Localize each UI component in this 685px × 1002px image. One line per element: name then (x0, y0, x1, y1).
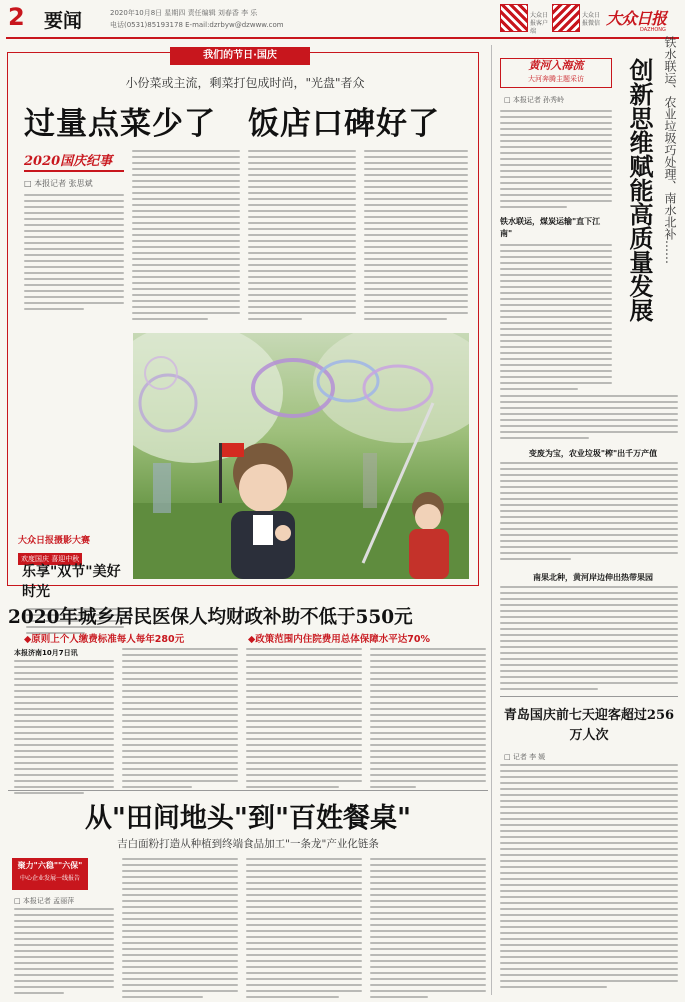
medical-body-col1 (14, 660, 114, 798)
feature-body-col4 (364, 150, 468, 324)
food-tag-sub: 中心企业发展一线报告 (19, 875, 80, 882)
feature-body-col1 (24, 194, 124, 314)
subhead-fruit: 南果北种，黄河岸边伸出热带果园 (533, 573, 653, 582)
medical-headline: 2020年城乡居民医保人均财政补助不低于550元 (8, 607, 413, 628)
photo-scene (133, 333, 469, 579)
yellow-river-body-1 (500, 110, 612, 212)
yellow-river-sub: 大河奔腾主题采访 (528, 75, 584, 83)
yellow-river-vertical-title (619, 58, 653, 408)
column-divider (491, 45, 492, 995)
yellow-river-body-4 (500, 462, 678, 564)
contest-label: 大众日报摄影大赛 (18, 536, 91, 546)
feature-kicker: 小份菜或主流，剩菜打包成时尚，"光盘"者众 (125, 76, 365, 90)
medical-dateline: 本报济南10月7日讯 (14, 649, 78, 657)
yellow-river-body-2 (500, 244, 612, 394)
yellow-river-body-5 (500, 586, 678, 694)
food-sub: 吉白面粉打造从种植到终端食品加工"一条龙"产业化链条 (117, 838, 379, 850)
food-body-col2 (122, 858, 238, 1002)
header-meta-1: 2020年10月8日 星期四 责任编辑 刘春香 李 乐 (110, 9, 258, 17)
food-headline: 从"田间地头"到"百姓餐桌" (84, 803, 412, 834)
qr-label-2: 大众日报微信 (582, 12, 601, 27)
medical-sub-2: ◆政策范围内住院费用总体保障水平达70% (248, 634, 431, 645)
medical-body-col3 (246, 648, 362, 792)
festival-banner: 我们的节日·国庆 (170, 47, 310, 65)
section-name: 要闻 (44, 10, 83, 32)
qingdao-headline (500, 706, 678, 746)
food-rule (8, 790, 488, 791)
yellow-river-logo (500, 58, 612, 88)
yellow-river-vertical-kicker (655, 36, 679, 316)
newspaper-logo-sub: DAZHONG (640, 27, 666, 33)
feature-byline: □ 本报记者 张思斌 (24, 179, 93, 188)
photo-contest-badge (18, 533, 130, 565)
page-number: 2 (8, 3, 25, 31)
qr-code-1 (500, 4, 528, 32)
food-byline: □ 本报记者 孟丽萍 (14, 897, 75, 905)
contest-sub: 欢度国庆 喜迎中秋 (18, 553, 82, 565)
feature-headline: 过量点菜少了 饭店口碑好了 (24, 106, 440, 142)
food-tag (12, 858, 88, 890)
qr-code-2 (552, 4, 580, 32)
medical-sub-1: ◆原则上个人缴费标准每人每年280元 (24, 634, 185, 645)
newspaper-logo: 大众日报 (606, 9, 667, 28)
qingdao-body (500, 764, 678, 992)
subhead-agri: 变废为宝，农业垃圾"榨"出千万产值 (528, 449, 658, 458)
food-body-col3 (246, 858, 362, 1002)
header-meta-2: 电话(0531)85193178 E-mail:dzrbyw@dzwww.com (110, 21, 284, 29)
subhead-rail: 铁水联运，煤炭运输"直下江南" (500, 217, 601, 238)
column-tag (24, 150, 124, 172)
food-body-col1 (14, 908, 114, 998)
vertical-title-text: 创新思维赋能高质量发展 (625, 58, 654, 322)
header-rule (6, 37, 679, 39)
food-tag-title: 聚力"六稳""六保" (17, 861, 83, 870)
yellow-river-title: 黄河入海流 (528, 59, 584, 72)
feature-photo (133, 333, 469, 579)
medical-body-col4 (370, 648, 486, 792)
qingdao-rule (500, 696, 678, 697)
yellow-river-byline: □ 本报记者 孙秀岭 (504, 96, 565, 104)
qingdao-headline-text: 青岛国庆前七天迎客超过256万人次 (503, 708, 675, 743)
yellow-river-body-3 (500, 395, 678, 443)
food-body-col4 (370, 858, 486, 1002)
column-tag-text: 2020国庆纪事 (24, 154, 113, 169)
feature-body-col3 (248, 150, 356, 324)
qr-label-1: 大众日报客户端 (530, 12, 549, 35)
photo-title: 乐享"双节"美好时光 (22, 564, 121, 600)
qingdao-byline: □ 记者 李 媛 (504, 753, 546, 761)
vertical-kicker-text: 铁水联运、农业垃圾巧处理、南水北补…… (663, 36, 677, 264)
feature-body-col2 (132, 150, 240, 324)
medical-body-col2 (122, 648, 238, 792)
